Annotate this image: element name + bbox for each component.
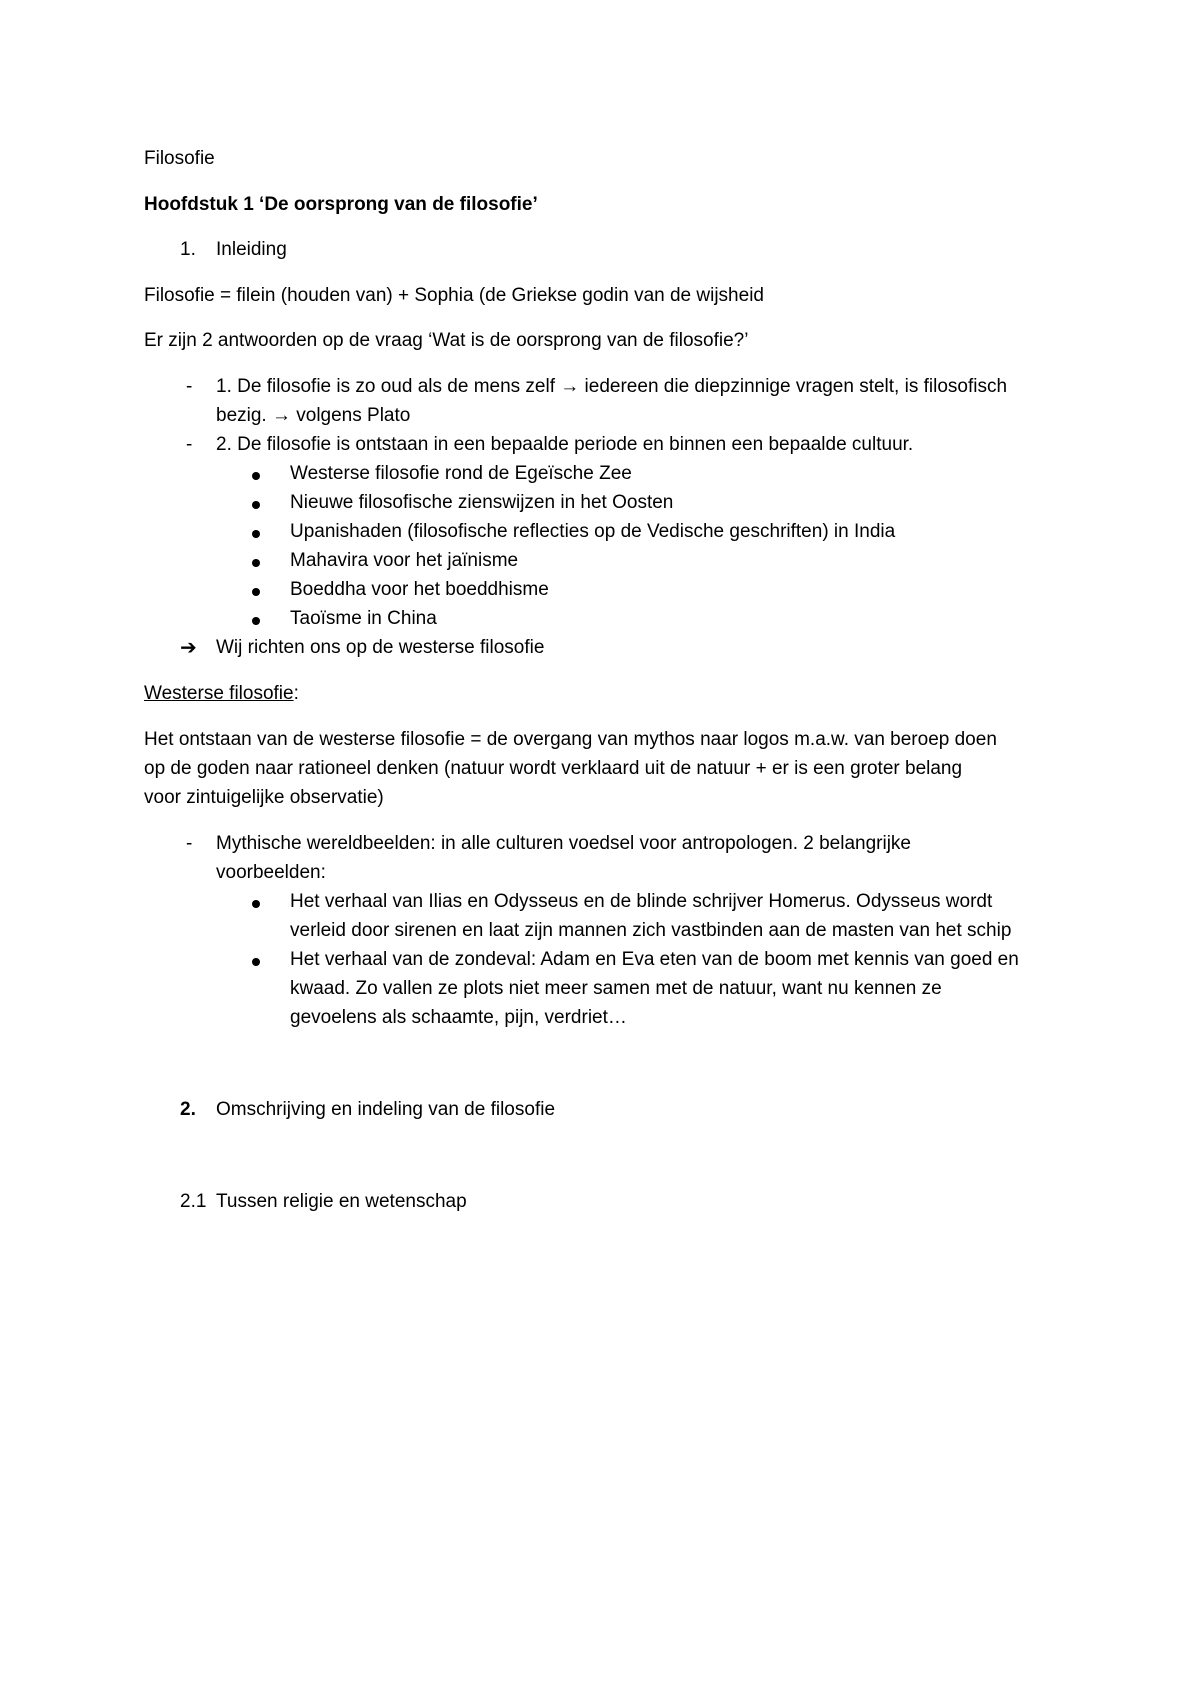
answer-1-line-2: bezig. → volgens Plato — [216, 405, 411, 426]
myth-line-1: Mythische wereldbeelden: in alle culturen voedsel voor antropologen. 2 belangrijke — [216, 833, 911, 854]
culture-item: Westerse filosofie rond de Egeïsche Zee — [290, 463, 632, 484]
western-heading-text: Westerse filosofie — [144, 683, 294, 704]
bullet-icon — [252, 472, 260, 480]
bullet-icon — [252, 530, 260, 538]
myth-line-2: voorbeelden: — [216, 862, 326, 883]
culture-item: Mahavira voor het jaïnisme — [290, 550, 519, 571]
bullet-icon — [252, 617, 260, 625]
dash-marker: - — [186, 434, 193, 455]
section-1-number: 1. — [180, 239, 196, 260]
section-2-number: 2. — [180, 1099, 196, 1120]
definition-paragraph: Filosofie = filein (houden van) + Sophia (de Griekse godin van de wijsheid — [144, 285, 764, 306]
western-paragraph-line: Het ontstaan van de westerse filosofie = de overgang van mythos naar logos m.a.w. van beroep doen — [144, 729, 997, 750]
example-line: Het verhaal van Ilias en Odysseus en de blinde schrijver Homerus. Odysseus wordt — [290, 891, 993, 912]
bullet-icon — [252, 559, 260, 567]
answer-1-line-1: 1. De filosofie is zo oud als de mens zelf → iedereen die diepzinnige vragen stelt, is filosofisch — [216, 376, 1008, 397]
section-1-label: Inleiding — [216, 239, 287, 260]
answer-2: 2. De filosofie is ontstaan in een bepaalde periode en binnen een bepaalde cultuur. — [216, 434, 914, 455]
culture-item: Upanishaden (filosofische reflecties op de Vedische geschriften) in India — [290, 521, 896, 542]
example-line: gevoelens als schaamte, pijn, verdriet… — [290, 1007, 627, 1028]
bullet-icon — [252, 900, 260, 908]
dash-marker: - — [186, 833, 193, 854]
arrow-right-icon: ➔ — [180, 637, 197, 659]
dash-marker: - — [186, 376, 193, 397]
section-2-label: Omschrijving en indeling van de filosofie — [216, 1099, 556, 1120]
western-heading — [144, 681, 299, 707]
culture-item: Boeddha voor het boeddhisme — [290, 579, 549, 600]
western-paragraph-line: op de goden naar rationeel denken (natuur wordt verklaard uit de natuur + er is een groter belang — [144, 758, 963, 779]
western-paragraph-line: voor zintuigelijke observatie) — [144, 787, 384, 808]
bullet-icon — [252, 501, 260, 509]
section-2-1-number: 2.1 — [180, 1191, 207, 1212]
chapter-heading: Hoofdstuk 1 ‘De oorsprong van de filosofie’ — [144, 194, 538, 215]
western-heading-colon: : — [293, 683, 299, 704]
example-line: kwaad. Zo vallen ze plots niet meer samen met de natuur, want nu kennen ze — [290, 978, 942, 999]
culture-item: Nieuwe filosofische zienswijzen in het Oosten — [290, 492, 674, 513]
culture-item: Taoïsme in China — [290, 608, 437, 629]
intro-paragraph: Er zijn 2 antwoorden op de vraag ‘Wat is de oorsprong van de filosofie?’ — [144, 330, 749, 351]
example-line: Het verhaal van de zondeval: Adam en Eva eten van de boom met kennis van goed en — [290, 949, 1019, 970]
section-2-1-label: Tussen religie en wetenschap — [216, 1191, 467, 1212]
bullet-icon — [252, 958, 260, 966]
example-line: verleid door sirenen en laat zijn mannen zich vastbinden aan de masten van het schip — [290, 920, 1012, 941]
bullet-icon — [252, 588, 260, 596]
focus-statement: Wij richten ons op de westerse filosofie — [216, 637, 545, 658]
document-title: Filosofie — [144, 148, 215, 169]
